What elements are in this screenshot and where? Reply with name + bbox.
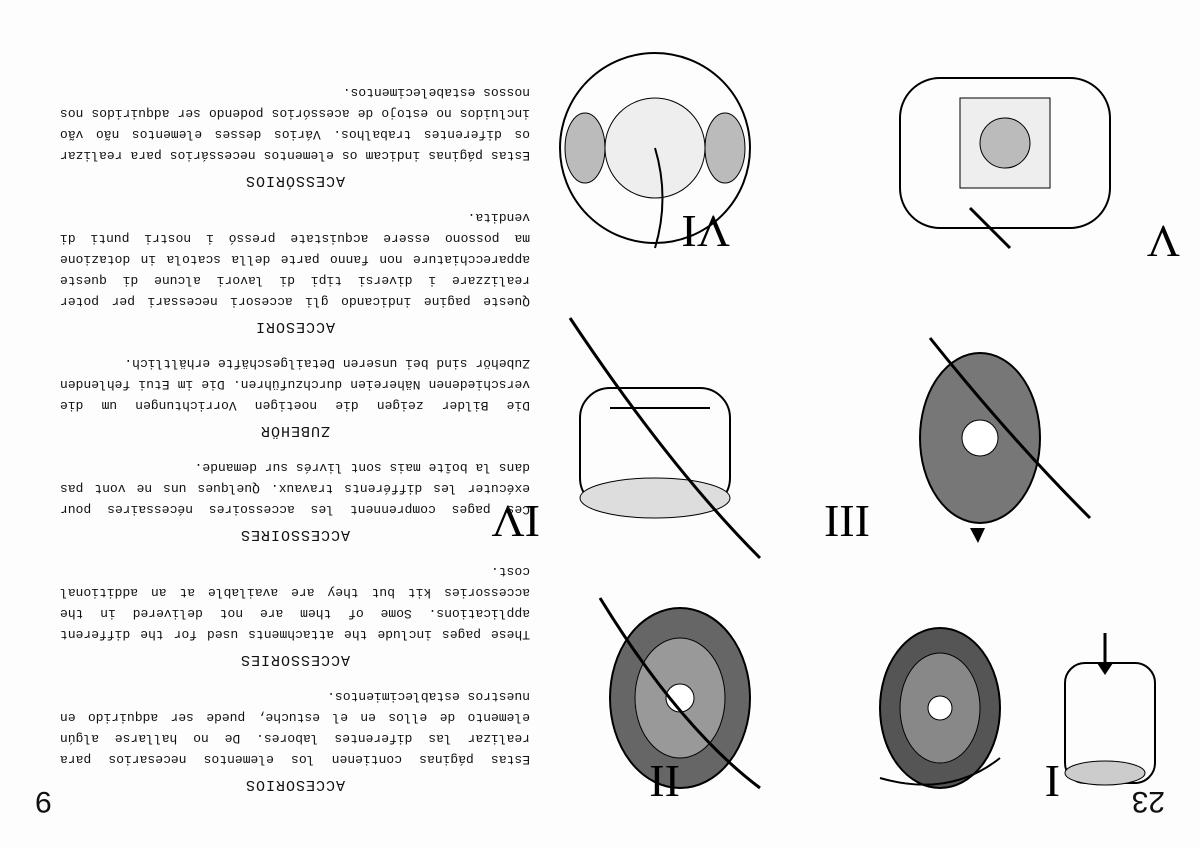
figure-numeral-v: V — [1146, 216, 1180, 267]
bobbin-pull-icon — [890, 318, 1130, 548]
bobbin-case-machine-icon — [880, 38, 1130, 268]
section-body: These pages include the attachments used for the different applications. Some of them are not delivered in the accessories kit but they are available at an additional cost. — [60, 564, 530, 642]
section-es — [60, 686, 530, 793]
bobbin-case-tension-icon — [540, 308, 770, 568]
section-body: Ces pages comprennent les accessoires nécessaires pour exécuter les différents travaux. Quelques uns ne vont pas dans la boîte mais sont livrés sur demande. — [60, 460, 530, 517]
figure-i-bobbin — [870, 603, 1010, 818]
accessories-text-column — [60, 64, 530, 793]
section-en — [60, 561, 530, 668]
section-body: Die Bilder zeigen die noetigen Vorrichtungen um die verschiedenen Nähereien durchzuführen. Die im Etui fehlenden Zubehör sind bei unseren Detailgeschäfte erhältlich. — [60, 356, 530, 413]
figure-numeral-iii: III — [824, 496, 870, 547]
figure-iii — [890, 318, 1130, 548]
section-heading: ACESSÓRIOS — [245, 172, 346, 189]
figure-ii — [590, 578, 780, 808]
figure-v — [880, 38, 1130, 268]
section-body: Estas páginas indicam os elementos necessários para realizar os diferentes trabalhos. Vários desses elementos não vão incluidos no estojo de acessórios podendo ser adquiridos nos nossos estabelecimentos. — [60, 85, 530, 163]
page-number-left: 23 — [1131, 785, 1165, 818]
section-heading: ZUBEHÖR — [260, 422, 331, 439]
figure-iv — [540, 308, 770, 568]
bobbin-case-hook-icon — [530, 38, 780, 258]
section-heading: ACCESORIOS — [245, 776, 346, 793]
figure-numeral-i: I — [1044, 756, 1060, 807]
section-it — [60, 207, 530, 335]
section-heading: ACCESORI — [255, 318, 336, 335]
section-pt — [60, 82, 530, 189]
figure-numeral-iv: IV — [491, 496, 540, 547]
section-fr — [60, 457, 530, 543]
section-body: Queste pagine indicando gli accesori necessari per poter realizzare i diversi tipi di lavori alcune di queste apparecchiature non fanno parte della scatola in dotazione ma possono essere acquistate pressó i nostri punti di vendita. — [60, 210, 530, 309]
section-heading: ACCESSORIES — [239, 651, 351, 668]
figure-vi — [530, 38, 780, 258]
section-body: Estas páginas contienen los elementos necesarios para realizar las diferentes labores. De no hallarse algún elemento de ellos en el estuche, puede ser adquirido en nuestros establecimientos. — [60, 689, 530, 767]
figure-numeral-vi: VI — [681, 206, 730, 257]
figure-numeral-ii: II — [649, 756, 680, 807]
section-de — [60, 353, 530, 439]
bobbin-thread-icon — [590, 578, 780, 808]
bobbin-icon — [870, 603, 1010, 818]
section-heading: ACCESSOIRES — [239, 526, 351, 543]
page-number-right: 9 — [35, 785, 52, 818]
